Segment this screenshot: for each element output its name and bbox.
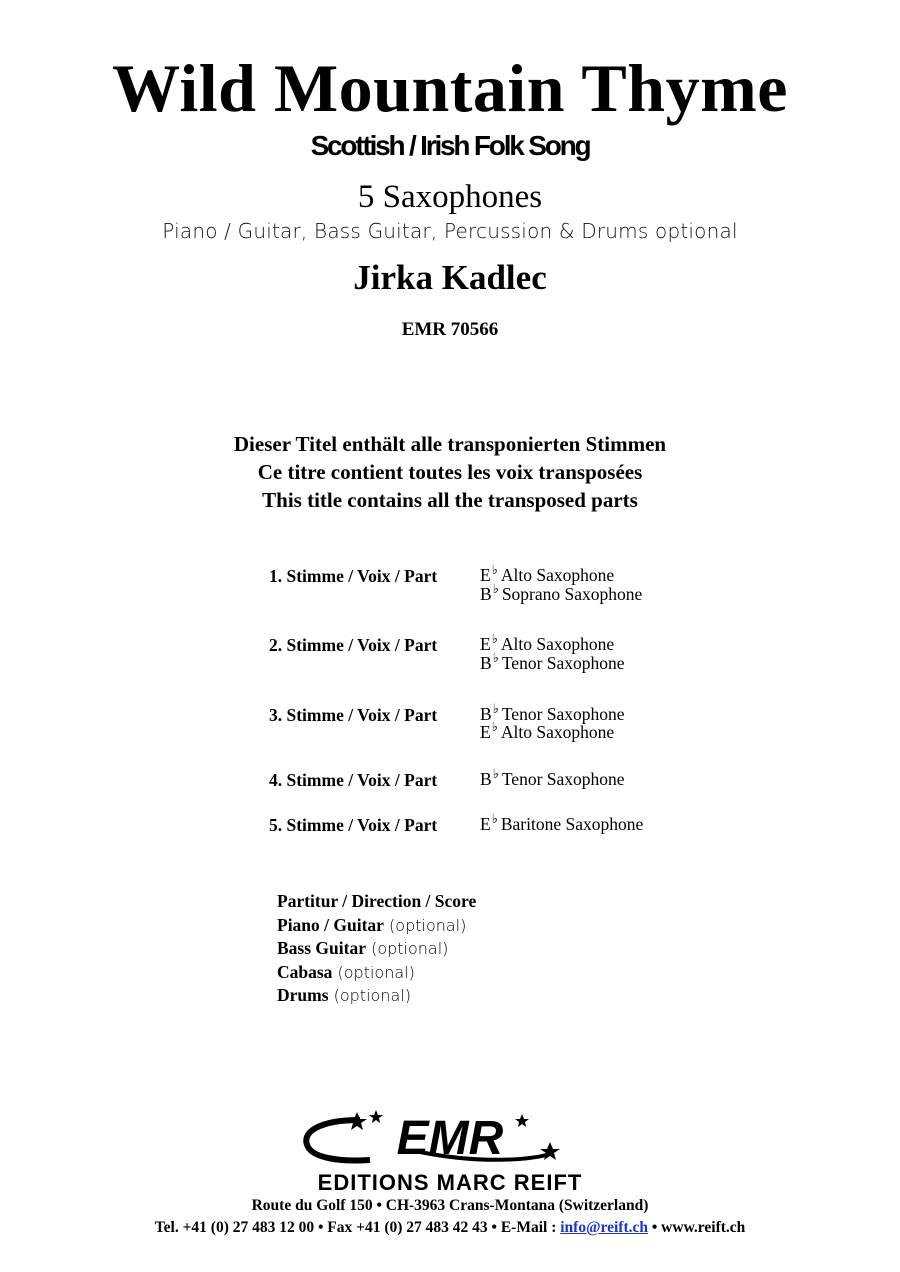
item-name: Drums: [277, 985, 329, 1005]
key-letter: B: [480, 584, 492, 604]
flat-icon: ♭: [492, 650, 499, 665]
list-item: [277, 984, 476, 1008]
key-letter: E: [480, 634, 491, 654]
item-name: Partitur / Direction / Score: [277, 891, 477, 911]
item-name: Bass Guitar: [277, 938, 366, 958]
logo-publisher-name: EDITIONS MARC REIFT: [317, 1170, 583, 1192]
instrument-name: Alto Saxophone: [500, 634, 615, 654]
part-label: 3. Stimme / Voix / Part: [269, 705, 438, 725]
part-instrument: [480, 811, 644, 835]
instrumentation: 5 Saxophones: [357, 179, 543, 215]
notice-english: This title contains all the transposed parts: [262, 488, 638, 512]
language-notice: [0, 430, 900, 514]
flat-icon: ♭: [492, 581, 499, 596]
logo-monogram: EMR: [396, 1112, 504, 1165]
item-name: Piano / Guitar: [277, 914, 384, 935]
flat-icon: ♭: [491, 562, 498, 577]
list-item: [277, 961, 476, 985]
part-label: 1. Stimme / Voix / Part: [269, 566, 438, 586]
flat-icon: ♭: [491, 631, 498, 646]
instrument-name: Alto Saxophone: [500, 722, 615, 742]
star-icon: [515, 1114, 529, 1127]
subtitle: Scottish / Irish Folk Song: [310, 130, 590, 161]
item-note: (optional): [332, 962, 415, 982]
instrument-name: Tenor Saxophone: [501, 704, 625, 724]
notice-german: Dieser Titel enthält alle transponierten Stimmen: [233, 432, 667, 456]
list-item: [277, 890, 476, 914]
footer-address: Route du Golf 150 • CH-3963 Crans-Montana (Switzerland): [251, 1197, 649, 1214]
part-instrument: [480, 766, 625, 790]
flat-icon: ♭: [491, 719, 498, 734]
item-note: (optional): [383, 915, 467, 935]
footer-contact: [0, 1218, 900, 1238]
item-name: Cabasa: [277, 961, 333, 982]
item-note: (optional): [365, 939, 449, 958]
catalog-number: EMR 70566: [401, 319, 499, 340]
optional-instruments: Piano / Guitar, Bass Guitar, Percussion & Drums optional: [162, 219, 738, 243]
part-instrument: [480, 562, 615, 586]
part-label: 4. Stimme / Voix / Part: [269, 770, 438, 790]
star-icon: [369, 1110, 383, 1123]
instrument-name: Tenor Saxophone: [501, 769, 625, 789]
phone-fax: Tel. +41 (0) 27 483 12 00 • Fax +41 (0) 27 483 42 43 • E-Mail :: [154, 1219, 561, 1236]
list-item: [277, 937, 476, 961]
flat-icon: ♭: [491, 811, 498, 826]
page-title: Wild Mountain Thyme: [112, 50, 788, 126]
list-item: [277, 914, 476, 938]
key-letter: E: [480, 565, 491, 585]
key-letter: B: [480, 769, 492, 789]
instrument-name: Tenor Saxophone: [501, 653, 625, 673]
part-label: 2. Stimme / Voix / Part: [269, 635, 438, 655]
instrument-name: Alto Saxophone: [500, 565, 615, 585]
website: • www.reift.ch: [648, 1219, 746, 1236]
key-letter: E: [480, 722, 491, 742]
instrument-name: Baritone Saxophone: [500, 814, 644, 834]
part-label: 5. Stimme / Voix / Part: [269, 815, 438, 835]
part-instrument: [480, 650, 625, 674]
part-instrument: [480, 581, 643, 605]
key-letter: B: [480, 653, 492, 673]
key-letter: E: [480, 814, 491, 834]
part-instrument: [480, 719, 615, 743]
part-instrument: [480, 631, 615, 655]
item-note: (optional): [328, 986, 411, 1005]
composer: Jirka Kadlec: [353, 258, 547, 297]
flat-icon: ♭: [492, 766, 499, 781]
instrument-name: Soprano Saxophone: [501, 584, 643, 604]
email-link[interactable]: info@reift.ch: [560, 1219, 648, 1236]
star-icon: [347, 1112, 367, 1130]
key-letter: B: [480, 704, 492, 724]
publisher-logo: [300, 1102, 600, 1192]
notice-french: Ce titre contient toutes les voix transposées: [257, 460, 643, 484]
extras-list: [277, 890, 476, 1008]
flat-icon: ♭: [492, 701, 499, 716]
